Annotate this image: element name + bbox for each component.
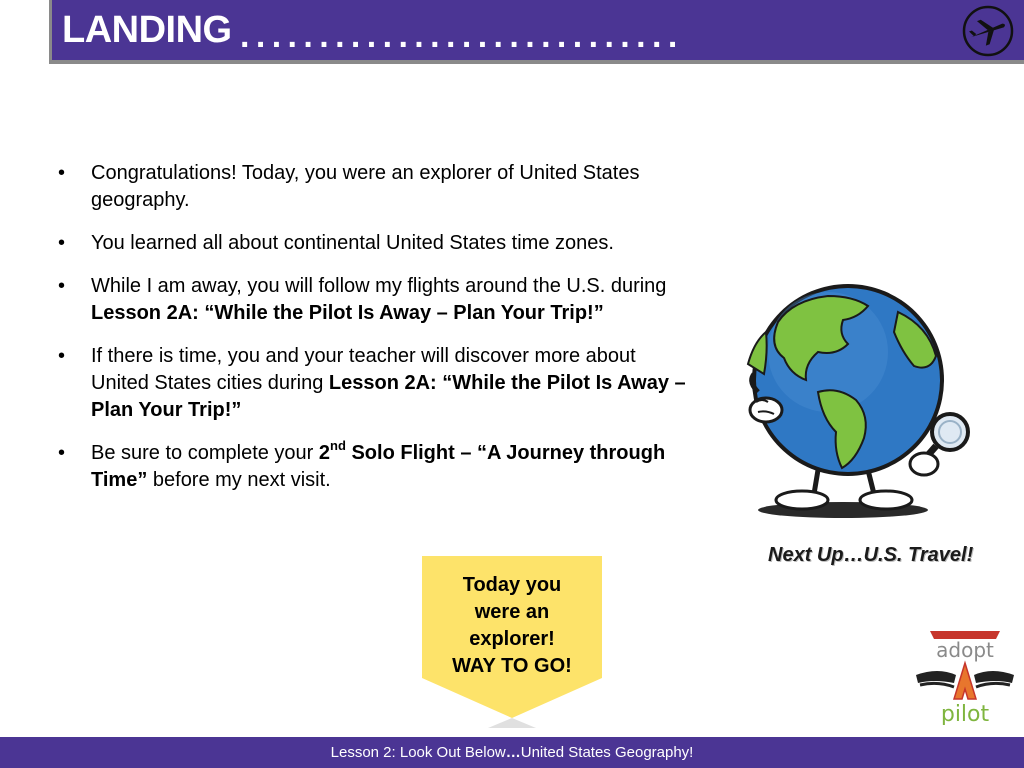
bullet-marker: • (58, 162, 66, 184)
bullet-marker: • (58, 275, 66, 297)
footer-lesson: Lesson 2: Look Out Below (330, 744, 506, 761)
callout-line: explorer! (469, 628, 555, 650)
page-title: LANDING (62, 9, 232, 51)
ordinal-suffix: nd (330, 438, 346, 454)
bullet-marker: • (58, 345, 66, 367)
solo-flight-number: 2 (318, 442, 331, 464)
callout-line: Today you (462, 574, 562, 596)
bullet-item (58, 230, 698, 257)
adopt-a-pilot-logo (910, 625, 1020, 725)
airplane-circle-icon (961, 4, 1015, 58)
bullet-text: Congratulations! Today, you were an explorer of United States geography. (91, 162, 640, 211)
footer-text (0, 737, 1024, 768)
footer-topic: United States Geography! (520, 744, 694, 761)
title-dots: ............................ (240, 17, 684, 55)
svg-text:pilot: pilot (940, 702, 990, 725)
bullet-text: While I am away, you will follow my flights around the U.S. during (91, 275, 667, 297)
lesson-title: Lesson 2A: “While the Pilot Is Away – Plan Your Trip!” (91, 302, 604, 324)
bullet-marker: • (58, 232, 66, 254)
globe-explorer-icon (718, 282, 988, 522)
bullet-text: Be sure to complete your (91, 442, 319, 464)
bullet-text: If there is time, you and your teacher will discover more about United States cities during (91, 345, 636, 394)
bullet-item (58, 440, 698, 494)
bullet-text-end: before my next visit. (147, 469, 331, 491)
callout-line: were an (474, 601, 550, 623)
bullet-text: You learned all about continental United States time zones. (91, 232, 614, 254)
svg-text:adopt: adopt (936, 638, 994, 662)
callout-message (426, 572, 598, 680)
bullet-item (58, 343, 698, 424)
header-underline (52, 60, 1024, 64)
next-up-caption: Next Up…U.S. Travel! (768, 544, 974, 566)
bullet-item (58, 160, 698, 214)
lesson-title: Lesson 2A: “While the Pilot Is Away – Plan Your Trip!” (91, 372, 686, 421)
solo-flight-title: Solo Flight – “A Journey through Time” (91, 442, 666, 491)
footer-ellipsis: … (505, 744, 521, 761)
bullet-item (58, 273, 698, 327)
callout-line: WAY TO GO! (452, 655, 572, 677)
bullet-list (58, 160, 698, 510)
bullet-marker: • (58, 442, 66, 464)
